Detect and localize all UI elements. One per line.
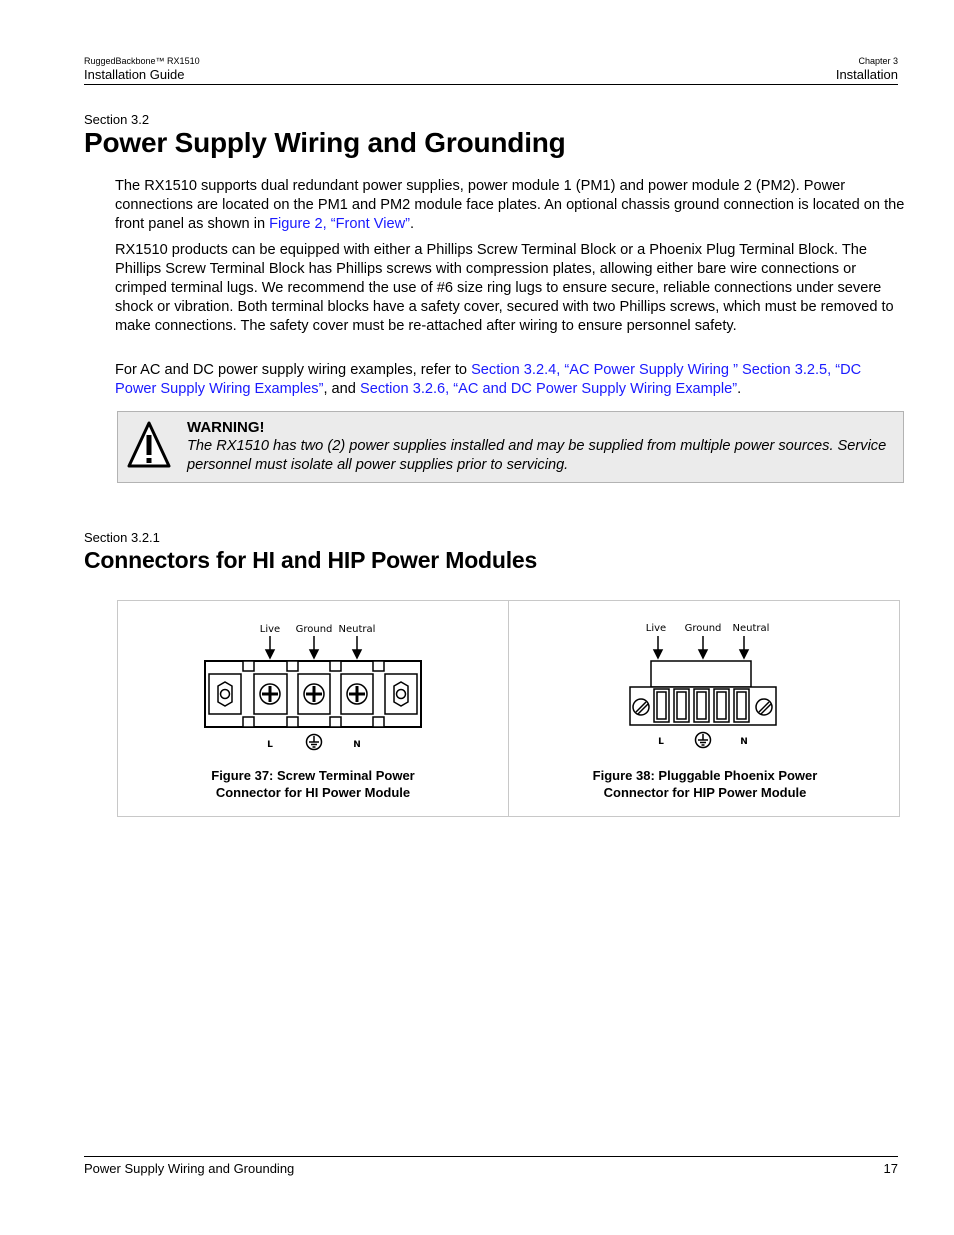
paragraph-2: RX1510 products can be equipped with either a Phillips Screw Terminal Block or a Phoenix Plug Terminal Block. The Phillips Screw Terminal Block has Phillips screws with compression plates, allowing either bare wire connections or crimped terminal lugs. We recommend the use of #6 size ring lugs to ensure secure, reliable connections under severe shock or vibration. Both terminal blocks have a safety cover, secured with two Phillips screws, which must be removed to make connections. The safety cover must be re-attached after wiring to ensure personnel safety. [115, 242, 894, 334]
label-n: N [740, 737, 748, 747]
ground-symbol-icon [307, 735, 322, 750]
page-number: 17 [883, 1161, 898, 1176]
page-title: Power Supply Wiring and Grounding [84, 127, 566, 158]
label-ground: Ground [295, 624, 333, 635]
paragraph-1-text: The RX1510 supports dual redundant power supplies, power module 1 (PM1) and power module 2 (PM2). Power connections are located on the PM1 and PM2 module face plates. An optional chassis ground connection is located on the front panel as shown in [115, 178, 905, 232]
section-label: Section 3.2 [84, 112, 150, 127]
figure-table [117, 600, 900, 817]
label-n: N [353, 740, 361, 750]
footer-rule [84, 1156, 898, 1157]
label-live: Live [645, 623, 667, 634]
warning-box [117, 411, 904, 483]
phoenix-connector-diagram [623, 616, 788, 756]
subsection-title: Connectors for HI and HIP Power Modules [84, 547, 538, 573]
header-chapter-title: Installation [835, 67, 898, 82]
ground-symbol-icon [696, 733, 711, 748]
screw-terminal-diagram [198, 616, 428, 756]
label-neutral: Neutral [732, 623, 770, 634]
figure-37-caption: Figure 37: Screw Terminal Power Connector for HI Power Module [211, 768, 415, 800]
warning-text: The RX1510 has two (2) power supplies installed and may be supplied from multiple power sources. Service personnel must isolate all power supplies prior to servicing. [187, 438, 887, 473]
header-product: RuggedBackbone™ RX1510 [84, 56, 200, 66]
figure-2-link[interactable]: Figure 2, “Front View” [269, 216, 410, 232]
header-guide: Installation Guide [84, 67, 185, 82]
subsection-label: Section 3.2.1 [84, 530, 160, 545]
section-326-link[interactable]: Section 3.2.6, “AC and DC Power Supply Wiring Example” [359, 381, 738, 397]
figure-divider [508, 601, 509, 816]
label-l: L [658, 737, 664, 747]
label-ground: Ground [684, 623, 722, 634]
paragraph-3: For AC and DC power supply wiring examples, refer to Section 3.2.4, “AC Power Supply Wiring ” Section 3.2.5, “DC Power Supply Wiring Examples”, and Section 3.2.6, “AC and DC Power Supply Wiring Example”. [115, 362, 862, 397]
warning-triangle-icon [126, 420, 172, 470]
footer-title: Power Supply Wiring and Grounding [84, 1161, 295, 1176]
header-chapter: Chapter 3 [858, 56, 898, 66]
figure-38-caption: Figure 38: Pluggable Phoenix Power Connector for HIP Power Module [592, 768, 818, 800]
section-324-325-link[interactable]: Section 3.2.4, “AC Power Supply Wiring ” Section 3.2.5, “DC Power Supply Wiring Examples” [115, 362, 862, 397]
label-neutral: Neutral [338, 624, 376, 635]
warning-title: WARNING! [187, 419, 265, 436]
paragraph-1: The RX1510 supports dual redundant power supplies, power module 1 (PM1) and power module 2 (PM2). Power connections are located on the PM1 and PM2 module face plates. An optional chassis ground connection is located on the front panel as shown in Figure 2, “Front View”. [115, 178, 905, 232]
label-live: Live [259, 624, 281, 635]
label-l: L [267, 740, 273, 750]
header-rule [84, 84, 898, 85]
